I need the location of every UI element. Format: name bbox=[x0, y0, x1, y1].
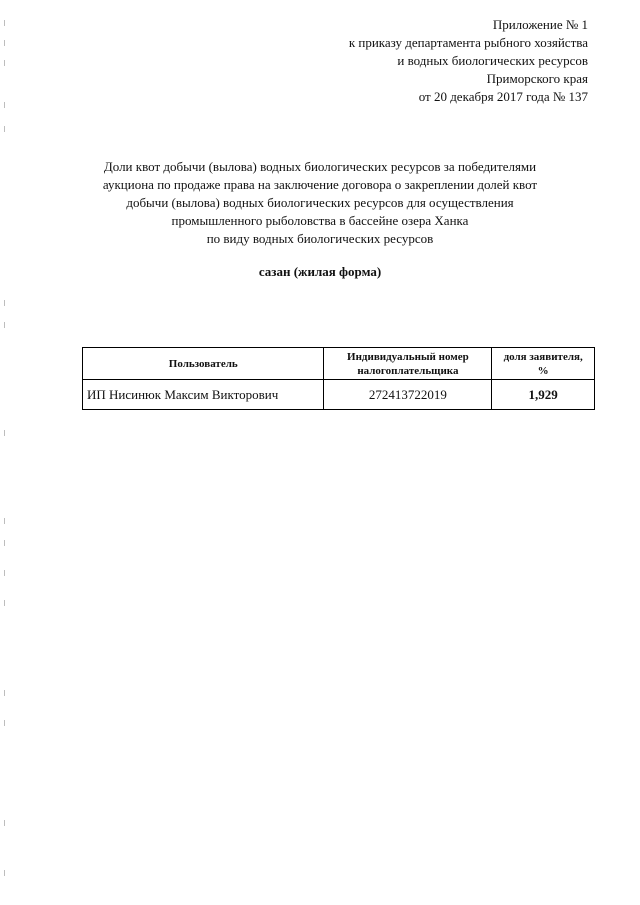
header-user bbox=[83, 348, 324, 380]
table-header-row bbox=[83, 348, 595, 380]
title-line: Доли квот добычи (вылова) водных биологических ресурсов за победителями bbox=[103, 159, 537, 174]
title-line: аукциона по продаже права на заключение договора о закреплении долей квот bbox=[102, 177, 538, 192]
header-share bbox=[492, 348, 595, 380]
cell-user: ИП Нисинюк Максим Викторович bbox=[83, 380, 324, 410]
appendix-line: от 20 декабря 2017 года № 137 bbox=[418, 89, 588, 104]
appendix-line: к приказу департамента рыбного хозяйства bbox=[348, 35, 588, 50]
appendix-line: и водных биологических ресурсов bbox=[397, 53, 588, 68]
table-row bbox=[83, 380, 595, 410]
header-user-label: Пользователь bbox=[168, 357, 238, 370]
header-inn-line2: налогоплательщика bbox=[357, 364, 459, 377]
header-inn-line1: Индивидуальный номер bbox=[347, 350, 469, 363]
scan-margin-marks bbox=[3, 0, 7, 905]
quota-table bbox=[82, 347, 595, 410]
cell-share: 1,929 bbox=[492, 380, 595, 410]
title-line: по виду водных биологических ресурсов bbox=[206, 231, 434, 246]
appendix-line: Приморского края bbox=[486, 71, 588, 86]
appendix-header bbox=[349, 16, 588, 106]
species-name: сазан (жилая форма) bbox=[258, 264, 382, 279]
appendix-line: Приложение № 1 bbox=[492, 17, 588, 32]
header-inn bbox=[324, 348, 492, 380]
header-share-line2: % bbox=[537, 364, 549, 377]
title-line: промышленного рыболовства в бассейне озера Ханка bbox=[171, 213, 469, 228]
cell-inn: 272413722019 bbox=[324, 380, 492, 410]
header-share-line1: доля заявителя, bbox=[503, 350, 583, 363]
title-line: добычи (вылова) водных биологических ресурсов для осуществления bbox=[126, 195, 514, 210]
document-title bbox=[60, 158, 580, 248]
